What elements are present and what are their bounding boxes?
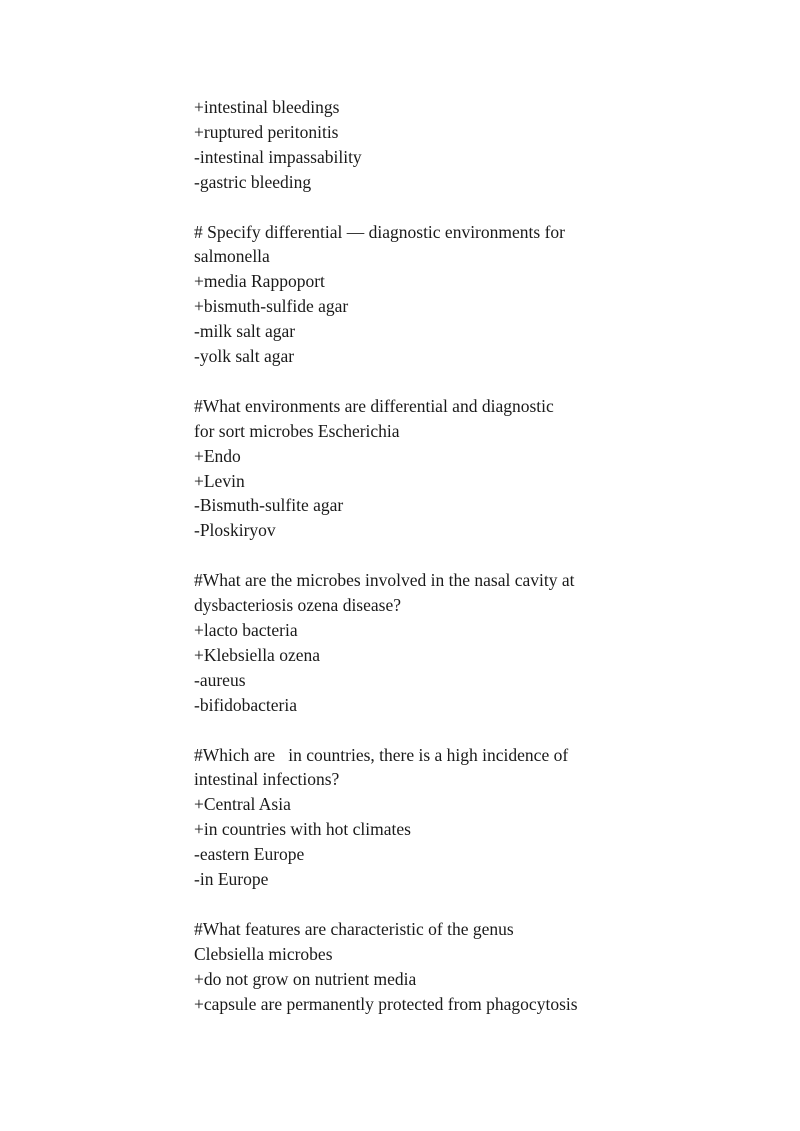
question-block <box>194 394 714 543</box>
question-block <box>194 568 714 717</box>
answer-option: +in countries with hot climates <box>194 819 411 840</box>
document-page <box>194 95 714 1041</box>
answer-option: +bismuth-sulfide agar <box>194 296 349 317</box>
question-block <box>194 917 714 1017</box>
answer-option: -intestinal impassability <box>194 146 362 167</box>
answer-option: -bifidobacteria <box>194 694 298 715</box>
answer-option: -gastric bleeding <box>194 171 312 192</box>
question-text-line: #What are the microbes involved in the nasal cavity at <box>194 570 575 591</box>
answer-option: +Klebsiella ozena <box>194 644 320 665</box>
question-text-line: #What features are characteristic of the genus <box>194 918 514 939</box>
question-text-line: #What environments are differential and diagnostic <box>194 395 554 416</box>
answer-option: -milk salt agar <box>194 321 296 342</box>
answer-option: -aureus <box>194 669 246 690</box>
answer-option: +Levin <box>194 470 245 491</box>
question-text-line: Clebsiella microbes <box>194 943 333 964</box>
answer-option: +media Rappoport <box>194 271 325 292</box>
answer-option: +lacto bacteria <box>194 619 298 640</box>
answer-option: -yolk salt agar <box>194 346 295 367</box>
answer-option: -eastern Europe <box>194 844 305 865</box>
answer-option: -in Europe <box>194 869 269 890</box>
answer-option: +ruptured peritonitis <box>194 121 339 142</box>
question-block <box>194 95 714 195</box>
question-text-line: salmonella <box>194 246 270 267</box>
question-text-line: intestinal infections? <box>194 769 340 790</box>
answer-option: +capsule are permanently protected from phagocytosis <box>194 993 578 1014</box>
answer-option: -Ploskiryov <box>194 520 276 541</box>
question-text-line: # Specify differential — diagnostic environments for <box>194 221 565 242</box>
question-text-line: for sort microbes Escherichia <box>194 420 400 441</box>
answer-option: +do not grow on nutrient media <box>194 968 417 989</box>
answer-option: +Endo <box>194 445 241 466</box>
answer-option: +intestinal bleedings <box>194 97 340 117</box>
question-text-line: #Which are in countries, there is a high incidence of <box>194 744 569 765</box>
answer-option: -Bismuth-sulfite agar <box>194 495 344 516</box>
question-text-line: dysbacteriosis ozena disease? <box>194 595 402 616</box>
question-block <box>194 743 714 892</box>
answer-option: +Central Asia <box>194 794 291 815</box>
question-block <box>194 220 714 369</box>
